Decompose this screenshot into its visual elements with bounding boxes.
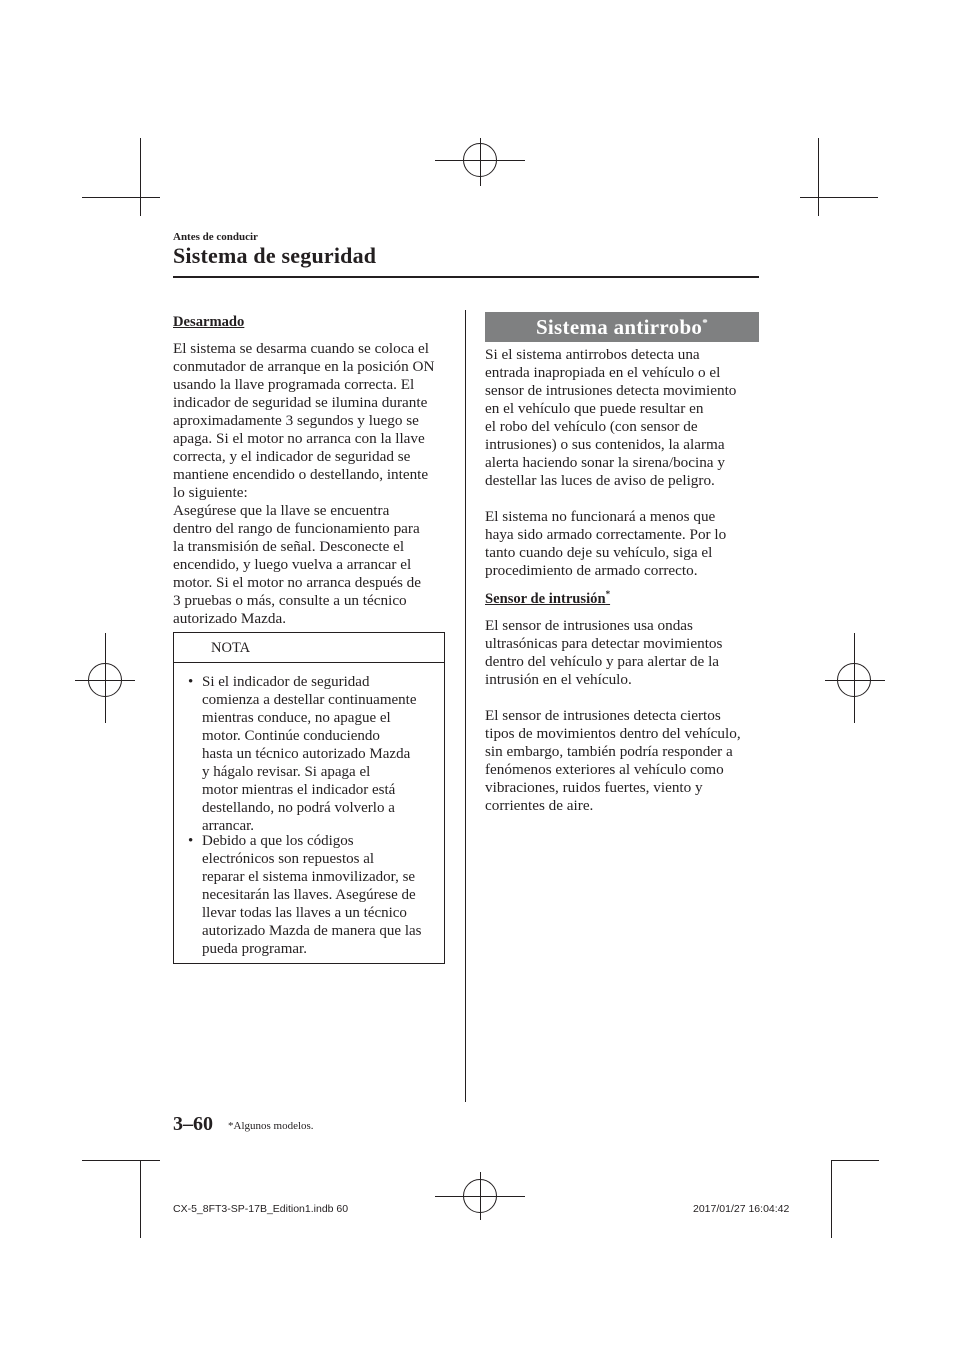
note-item-1 xyxy=(188,673,442,835)
text-line: Debido a que los códigos xyxy=(202,833,354,849)
text-line: lo siguiente: xyxy=(173,484,248,501)
text-line: correcta, y el indicador de seguridad se xyxy=(173,448,411,465)
text-line: llevar todas las llaves a un técnico xyxy=(202,905,407,921)
text-line: dentro del vehículo y para alertar de la xyxy=(485,653,720,670)
text-line: Si el indicador de seguridad xyxy=(202,674,370,690)
print-timestamp: 2017/01/27 16:04:42 xyxy=(693,1203,790,1215)
text-line: sin embargo, también podría responder a xyxy=(485,743,733,760)
note-heading: NOTA xyxy=(211,640,251,656)
text-line: procedimiento de armado correcto. xyxy=(485,562,698,579)
desarmado-heading: Desarmado xyxy=(173,314,245,330)
bullet: • xyxy=(188,833,194,849)
text-line: electrónicos son repuestos al xyxy=(202,851,375,867)
text-line: encendido, y luego vuelva a arrancar el xyxy=(173,556,412,573)
text-line: intrusiones) o sus contenidos, la alarma xyxy=(485,436,725,453)
banner-title: Sistema antirrobo xyxy=(535,315,703,339)
text-line: haya sido armado correctamente. Por lo xyxy=(485,526,727,543)
note-item-2 xyxy=(188,832,442,958)
text-line: alerta haciendo sonar la sirena/bocina y xyxy=(485,454,725,471)
text-line: El sensor de intrusiones detecta ciertos xyxy=(485,707,721,724)
text-line: el robo del vehículo (con sensor de xyxy=(485,418,698,435)
text-line: hasta un técnico autorizado Mazda xyxy=(202,746,411,762)
section-label: Antes de conducir xyxy=(173,231,258,243)
bullet: • xyxy=(188,674,194,690)
right-column xyxy=(485,346,763,815)
text-line: apaga. Si el motor no arranca con la llave xyxy=(173,430,425,447)
text-line: fenómenos exteriores al vehículo como xyxy=(485,761,724,778)
text-line: entrada inapropiada en el vehículo o el xyxy=(485,364,721,381)
text-line: reparar el sistema inmovilizador, se xyxy=(202,869,416,885)
text-line: autorizado Mazda de manera que las xyxy=(202,923,422,939)
text-line: motor. Continúe conduciendo xyxy=(202,728,380,744)
text-line: destellando, no podrá volverlo a xyxy=(202,800,395,816)
text-line: dentro del rango de funcionamiento para xyxy=(173,520,420,537)
text-line: conmutador de arranque en la posición ON xyxy=(173,358,435,375)
file-name: CX-5_8FT3-SP-17B_Edition1.indb 60 xyxy=(173,1203,349,1215)
section-banner xyxy=(485,312,759,342)
page-title: Sistema de seguridad xyxy=(173,243,377,268)
text-line: mientras conduce, no apague el xyxy=(202,710,391,726)
footnote: *Algunos modelos. xyxy=(228,1120,314,1132)
text-line: usando la llave programada correcta. El xyxy=(173,376,415,393)
text-line: la transmisión de señal. Desconecte el xyxy=(173,538,405,555)
text-line: sensor de intrusiones detecta movimiento xyxy=(485,382,737,399)
left-column xyxy=(173,313,453,628)
page-number: 3–60 xyxy=(173,1113,213,1135)
text-line: y hágalo revisar. Si apaga el xyxy=(202,764,371,780)
text-line: destellar las luces de aviso de peligro. xyxy=(485,472,715,489)
text-line: El sensor de intrusiones usa ondas xyxy=(485,617,693,634)
subheading-text: Sensor de intrusión xyxy=(485,591,606,607)
text-line: indicador de seguridad se ilumina durante xyxy=(173,394,428,411)
text-line: motor mientras el indicador está xyxy=(202,782,396,798)
text-line: El sistema no funcionará a menos que xyxy=(485,508,716,525)
text-line: aproximadamente 3 segundos y luego se xyxy=(173,412,419,429)
text-line: tanto cuando deje su vehículo, siga el xyxy=(485,544,713,561)
note-rule xyxy=(174,662,444,663)
text-line: arrancar. xyxy=(202,818,255,834)
text-line: mantiene encendido o destellando, intente xyxy=(173,466,429,483)
title-rule xyxy=(173,276,759,278)
column-divider xyxy=(465,310,466,1102)
text-line: en el vehículo que puede resultar en xyxy=(485,400,704,417)
text-line: pueda programar. xyxy=(202,941,307,957)
asterisk-mark: * xyxy=(702,317,709,329)
text-line: tipos de movimientos dentro del vehículo, xyxy=(485,725,741,742)
text-line: vibraciones, ruidos fuertes, viento y xyxy=(485,779,703,796)
intrusion-sensor-heading xyxy=(485,590,763,608)
text-line: Si el sistema antirrobos detecta una xyxy=(485,346,700,363)
text-line: necesitarán las llaves. Asegúrese de xyxy=(202,887,416,903)
text-line: El sistema se desarma cuando se coloca el xyxy=(173,340,429,357)
text-line: intrusión en el vehículo. xyxy=(485,671,632,688)
text-line: comienza a destellar continuamente xyxy=(202,692,417,708)
text-line: corrientes de aire. xyxy=(485,797,594,814)
text-line: motor. Si el motor no arranca después de xyxy=(173,574,421,591)
text-line: Asegúrese que la llave se encuentra xyxy=(173,502,390,519)
asterisk-mark: * xyxy=(605,589,611,600)
text-line: ultrasónicas para detectar movimientos xyxy=(485,635,723,652)
text-line: autorizado Mazda. xyxy=(173,610,287,627)
text-line: 3 pruebas o más, consulte a un técnico xyxy=(173,592,407,609)
